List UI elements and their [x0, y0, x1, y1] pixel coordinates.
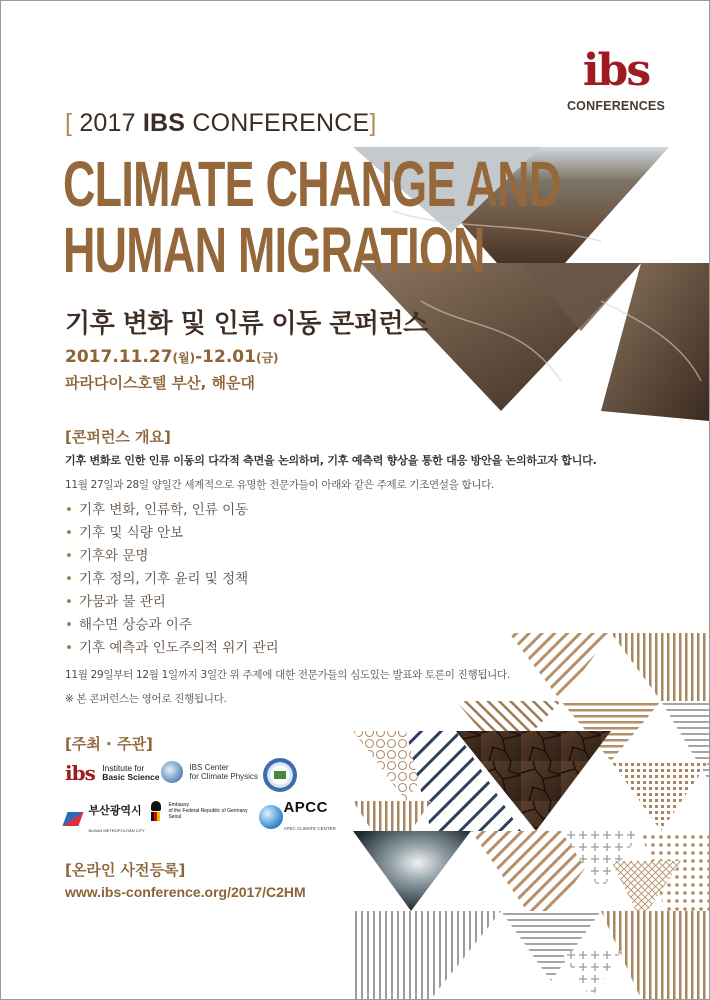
embassy-line-2: of the Federal Republic of Germany [168, 808, 248, 814]
globe-icon [161, 761, 183, 783]
language-note: ※ 본 콘퍼런스는 영어로 진행됩니다. [65, 693, 227, 705]
busan-name: 부산광역시 [88, 805, 142, 817]
apcc-logo [259, 799, 336, 835]
title-line-2: HUMAN MIGRATION [63, 214, 485, 286]
organizers-heading: [주최 · 주관] [65, 735, 153, 753]
conference-year: 2017 [79, 109, 136, 137]
iccp-logo [161, 761, 258, 783]
busan-wave-icon [62, 812, 83, 826]
bracket-close: ] [369, 109, 377, 137]
iccp-line-2: for Climate Physics [189, 772, 258, 781]
german-embassy-logo [151, 801, 248, 821]
event-venue: 파라다이스호텔 부산, 해운대 [65, 374, 256, 392]
title-line-1: CLIMATE CHANGE AND [63, 148, 561, 220]
date-separator: - [195, 347, 203, 367]
apcc-subtitle: APEC CLIMATE CENTER [283, 826, 336, 831]
logo-mark: ibs [582, 45, 650, 96]
conference-label [65, 109, 377, 138]
embassy-line-3: Seoul [168, 814, 182, 820]
list-item: • 기후 변화, 인류학, 인류 이동 [65, 499, 279, 522]
busan-logo [65, 801, 145, 837]
ibs-conferences-logo [566, 45, 665, 113]
date-start: 2017.11.27 [65, 347, 173, 367]
overview-intro: 11월 27일과 28일 양일간 세계적으로 유명한 전문가들이 아래와 같은 주제로 기조연설을 합니다. [65, 479, 495, 491]
university-seal-icon [263, 758, 297, 792]
date-end-day: (금) [255, 351, 279, 365]
main-title [63, 148, 561, 286]
bracket-open: [ [65, 109, 73, 137]
conference-word: CONFERENCE [192, 109, 370, 137]
overview-lead: 기후 변화로 인한 인류 이동의 다각적 측면을 논의하며, 기후 예측력 향상을 통한 대응 방안을 논의하고자 합니다. [65, 454, 597, 467]
apcc-globe-icon [259, 805, 283, 829]
list-item: • 기후 예측과 인도주의적 위기 관리 [65, 637, 279, 660]
list-item: • 해수면 상승과 이주 [65, 614, 279, 637]
ibs-line-2: Basic Science [102, 772, 160, 782]
list-item: • 기후와 문명 [65, 545, 279, 568]
date-start-day: (월) [172, 351, 196, 365]
embassy-line-1: Embassy [168, 802, 190, 808]
topic-list [65, 499, 279, 660]
ibs-line-1: Institute for [102, 763, 145, 773]
overview-followup: 11월 29일부터 12월 1일까지 3일간 위 주제에 대한 전문가들의 심도있는 발표와 토론이 진행됩니다. [65, 669, 510, 681]
eagle-flag-icon [151, 801, 161, 821]
overview-heading: [콘퍼런스 개요] [65, 428, 171, 446]
conference-brand: IBS [142, 109, 186, 137]
event-date [65, 347, 279, 367]
registration-link[interactable]: www.ibs-conference.org/2017/C2HM [65, 884, 306, 900]
list-item: • 가뭄과 물 관리 [65, 591, 279, 614]
ibs-institute-logo [65, 761, 159, 785]
registration-heading: [온라인 사전등록] [65, 861, 186, 879]
date-end: 12.01 [202, 347, 256, 367]
list-item: • 기후 정의, 기후 윤리 및 정책 [65, 568, 279, 591]
busan-subtitle: BUSAN METROPOLITAN CITY [88, 828, 145, 833]
korean-title: 기후 변화 및 인류 이동 콘퍼런스 [65, 309, 428, 339]
logo-subtitle: CONFERENCES [566, 99, 665, 113]
ibs-mark: ibs [65, 761, 95, 785]
iccp-line-1: IBS Center [189, 763, 229, 772]
apcc-name: APCC [283, 799, 328, 816]
list-item: • 기후 및 식량 안보 [65, 522, 279, 545]
